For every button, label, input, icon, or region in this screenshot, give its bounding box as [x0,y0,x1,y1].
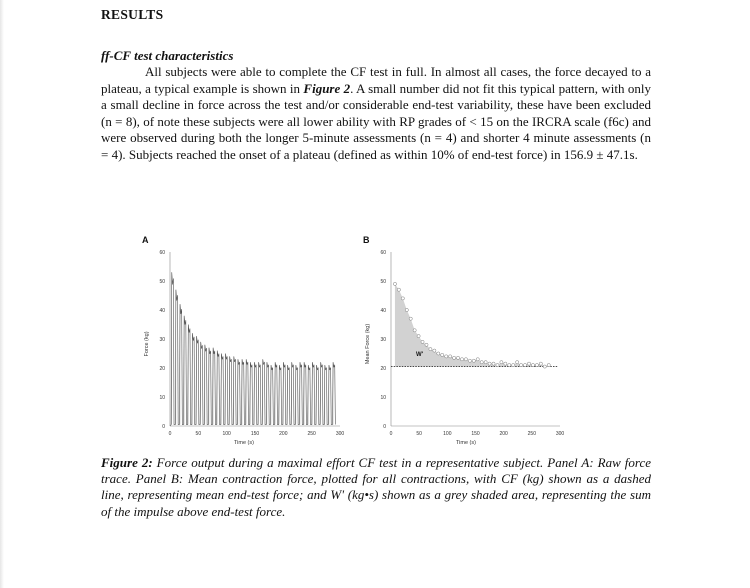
mean-force-point [488,362,491,365]
left-page-shadow [0,0,4,588]
mean-force-point [464,358,467,361]
panel-a [142,235,344,446]
mean-force-point [512,364,515,367]
mean-force-point [492,362,495,365]
caption-text: Force output during a maximal effort CF test in a representative subject. Panel A: Raw force trace. Panel B: Mean contraction force, plotted for all contractions, with CF (kg) shown as a dashed line, representing mean end-test force; and W' (kg•s) shown as a grey shaded area, representing the sum of the impulse above end-test force. [101,455,651,519]
figure-reference: Figure 2 [303,80,351,96]
mean-force-point [523,364,526,367]
paragraph-text-1: All subjects were able to complete the CF test in full. In almost all cases, the force decayed to a plateau, a typical example is shown in [101,64,651,96]
caption-label: Figure 2: [101,455,153,470]
panel-b-ytick-60: 60 [380,250,386,256]
panel-b-ytick-50: 50 [380,279,386,285]
panel-a-ytick-30: 30 [159,337,165,343]
panel-b-ytick-30: 30 [380,337,386,343]
panel-b-xtick-300: 300 [555,431,565,437]
mean-force-point [472,359,475,362]
mean-force-point [531,364,534,367]
panel-a-xtick-150: 150 [250,431,260,437]
mean-force-point [437,352,440,355]
mean-force-point [405,308,408,311]
text-block [101,6,651,164]
results-paragraph [101,64,651,164]
panel-a-label: A [142,235,149,245]
panel-a-ylabel: Force (kg) [144,331,150,357]
panel-b-ytick-40: 40 [380,308,386,314]
figure-caption [101,455,651,520]
panel-a-trace-line [170,272,335,426]
panel-b-xtick-250: 250 [527,431,537,437]
mean-force-point [409,317,412,320]
mean-force-point [468,359,471,362]
panel-a-xtick-50: 50 [195,431,202,437]
mean-force-point [397,288,400,291]
mean-force-point [527,362,530,365]
mean-force-point [500,361,503,364]
mean-force-point [535,364,538,367]
panel-b-xtick-150: 150 [471,431,480,437]
mean-force-point [421,340,424,343]
section-heading: RESULTS [101,7,164,22]
mean-force-point [413,329,416,332]
panel-a-ytick-0: 0 [162,424,165,430]
panel-b-ytick-10: 10 [380,395,386,401]
panel-b-xtick-50: 50 [416,431,422,437]
mean-force-point [401,297,404,300]
mean-force-point [456,356,459,359]
panel-b-xtick-100: 100 [443,431,452,437]
mean-force-point [508,364,511,367]
mean-force-point [516,361,519,364]
mean-force-point [441,353,444,356]
panel-a-xlabel: Time (s) [234,440,254,446]
subsection-title: ff-CF test characteristics [101,48,234,63]
panel-b-ytick-0: 0 [383,424,386,430]
panel-a-ytick-20: 20 [159,366,165,372]
mean-force-point [539,362,542,365]
panel-b-ylabel: Mean Force (kg) [365,323,371,365]
figure-2 [140,232,580,450]
panel-b [363,235,564,446]
mean-force-point [547,364,550,367]
mean-force-point [449,355,452,358]
mean-force-point [433,349,436,352]
mean-force-point [452,356,455,359]
panel-a-ytick-40: 40 [159,308,165,314]
mean-force-point [520,364,523,367]
mean-force-point [496,364,499,367]
mean-force-point [504,362,507,365]
mean-force-point [429,348,432,351]
panel-a-xtick-250: 250 [307,431,316,437]
mean-force-point [417,335,420,338]
panel-b-ytick-20: 20 [380,366,386,372]
panel-a-xtick-0: 0 [168,431,172,437]
panel-a-ytick-10: 10 [159,395,165,401]
panel-b-xlabel: Time (s) [456,440,476,446]
mean-force-point [425,343,428,346]
panel-b-xtick-0: 0 [389,431,393,437]
mean-force-point [445,355,448,358]
panel-b-xtick-200: 200 [499,431,508,437]
mean-force-point [480,361,483,364]
figure-2-svg [140,232,580,450]
panel-a-force-trace [170,272,335,426]
panel-a-xtick-200: 200 [279,431,288,437]
mean-force-point [393,282,396,285]
panel-a-xtick-100: 100 [222,431,231,437]
paragraph-text-2: . A small number did not fit this typical pattern, with only a small decline in force across the test and/or considerable end-test variability, these have been excluded (n = 8), of note these subjects were all lower ability with RP grades of < 15 on the IRCRA scale (f6c) and were observed during both the longer 5-minute assessments (n = 4) and shorter 4 minute assessments (n = 4). Subjects reached the onset of a plateau (defined as within 10% of end-test force) in 156.9 ± 47.1s. [101,80,651,162]
mean-force-point [460,358,463,361]
w-prime-label: W' [416,352,424,358]
mean-force-point [484,361,487,364]
panel-a-ytick-50: 50 [159,279,165,285]
panel-b-label: B [363,235,370,245]
panel-a-xtick-300: 300 [335,431,345,437]
mean-force-point [476,358,479,361]
mean-force-point [543,365,546,368]
panel-a-ytick-60: 60 [159,250,165,256]
